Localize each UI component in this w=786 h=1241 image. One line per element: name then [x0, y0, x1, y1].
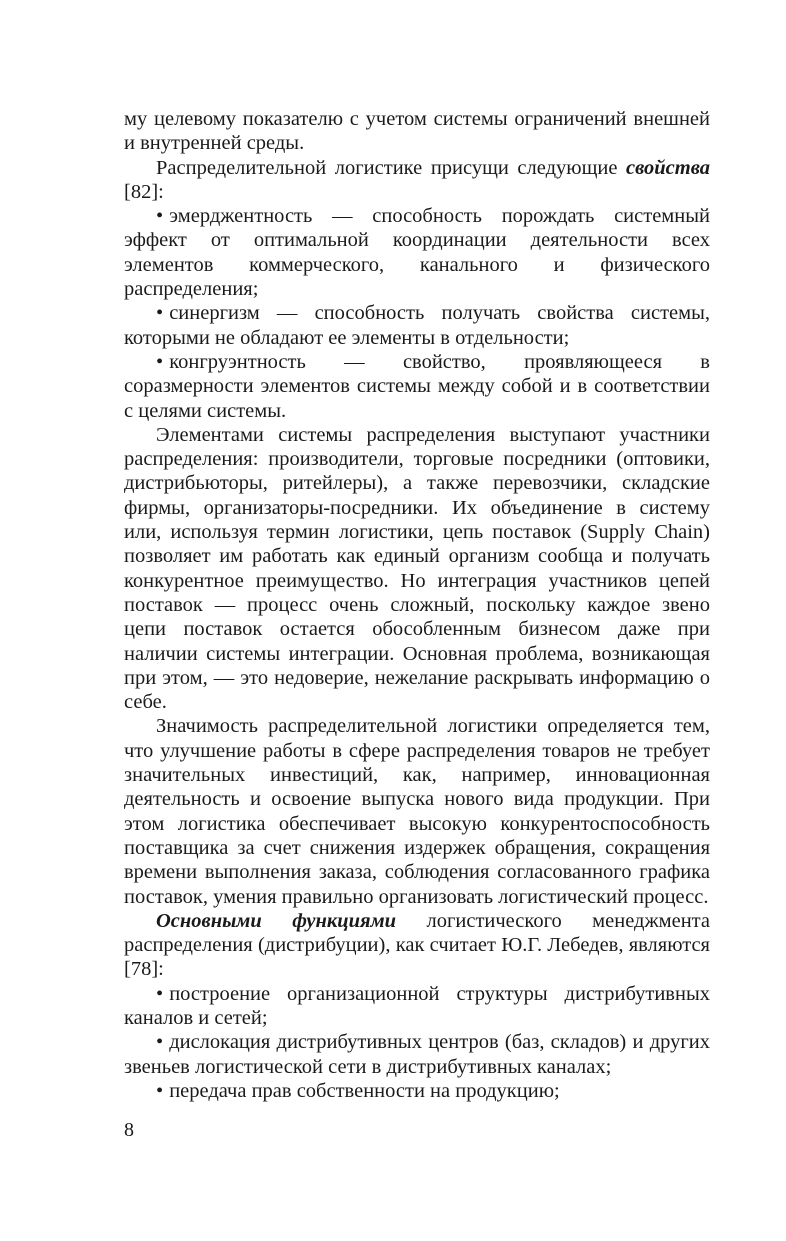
- paragraph-significance: Значимость распределительной логистики определяется тем, что улучшение работы в сфере распределения товаров не требует значительных инвестиций, как, например, инновационная деятельность и освоение выпуска нового вида продукции. При этом логистика обеспечивает высокую конкурентоспособность поставщика за счет снижения издержек обращения, сокращения времени выполнения заказа, соблюдения согласованного графика поставок, умения правильно организовать логистический процесс.: [124, 715, 710, 908]
- bullet-congruence: • конгруэнтность — свойство, проявляющееся в соразмерности элементов системы между собой и в соответствии с целями системы.: [124, 350, 710, 423]
- functions-term: Основными функциями: [156, 909, 397, 932]
- properties-term: свойства: [626, 156, 710, 179]
- bullet-dislocation: • дислокация дистрибутивных центров (баз, складов) и других звеньев логистической сети в дистрибутивных каналах;: [124, 1030, 710, 1079]
- paragraph-functions-intro: [124, 909, 710, 982]
- functions-intro-text: логистического менеджмента распределения (дистрибуции), как считает Ю.Г. Лебедев, являются [78]:: [124, 909, 710, 981]
- properties-citation: [82]:: [124, 180, 164, 203]
- bullet-organizational-structure: • построение организационной структуры дистрибутивных каналов и сетей;: [124, 982, 710, 1031]
- paragraph-continuation: му целевому показателю с учетом системы ограничений внешней и внутренней среды.: [124, 108, 710, 155]
- page-number: 8: [124, 1119, 134, 1141]
- page-body: [124, 107, 710, 1103]
- paragraph-distribution-elements: Элементами системы распределения выступают участники распределения: производители, торговые посредники (оптовики, дистрибьюторы, ритейлеры), а также перевозчики, складские фирмы, организаторы-посредники. Их объединение в систему или, используя термин логистики, цепь поставок (Supply Chain) позволяет им работать как единый организм сообща и получать конкурентное преимущество. Но интеграция участников цепей поставок — процесс очень сложный, поскольку каждое звено цепи поставок остается обособленным бизнесом даже при наличии системы интеграции. Основная проблема, возникающая при этом, — это недоверие, нежелание раскрывать информацию о себе.: [124, 423, 710, 714]
- bullet-synergy: • синергизм — способность получать свойства системы, которыми не обладают ее элементы в отдельности;: [124, 301, 710, 350]
- bullet-emergence: • эмерджентность — способность порождать системный эффект от оптимальной координации деятельности всех элементов коммерческого, канального и физического распределения;: [124, 204, 710, 301]
- paragraph-properties-intro: [124, 156, 710, 205]
- bullet-ownership-transfer: • передача прав собственности на продукцию;: [124, 1079, 710, 1103]
- properties-intro-text: Распределительной логистике присущи следующие: [156, 156, 627, 179]
